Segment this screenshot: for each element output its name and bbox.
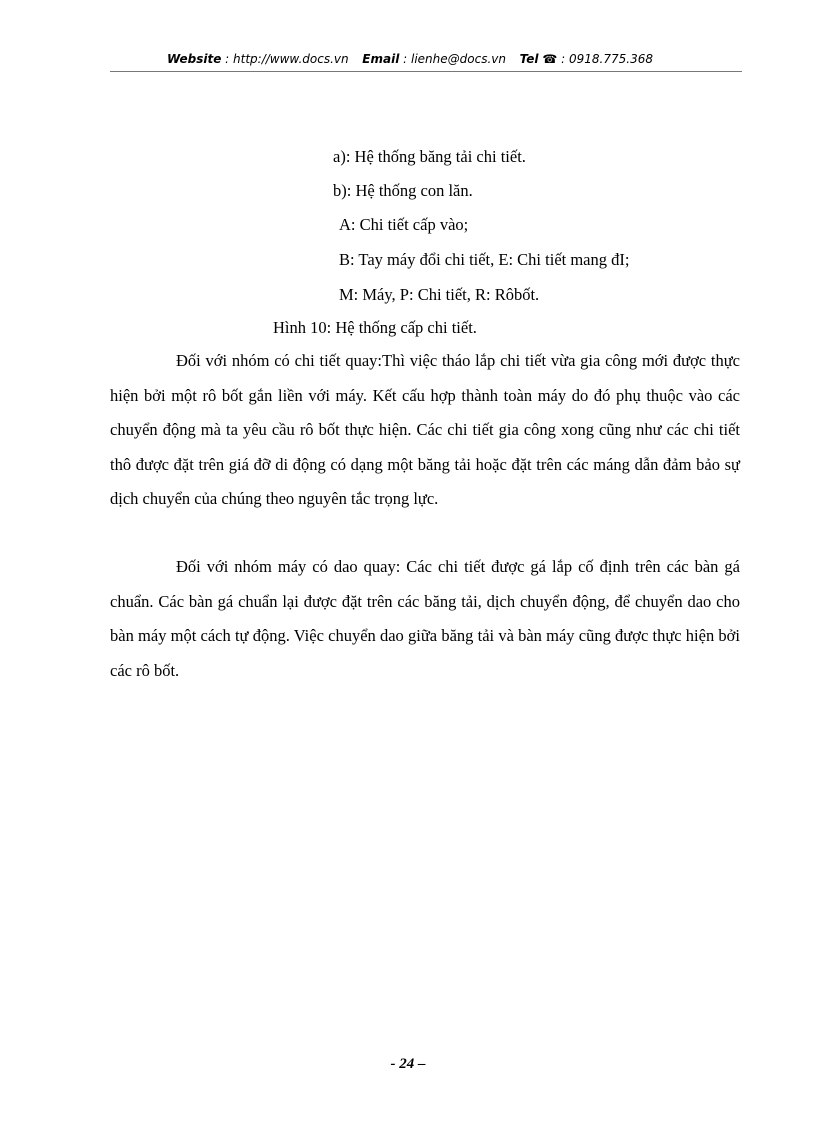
page-number: - 24 –	[390, 1056, 426, 1072]
email-value: : lienhe@docs.vn	[403, 52, 506, 66]
caption-line-a: a): Hệ thống băng tải chi tiết.	[333, 147, 526, 166]
website-label: Website	[167, 52, 222, 66]
body-paragraph-2	[110, 550, 740, 688]
telephone-icon: ☎	[542, 52, 558, 66]
page-header	[110, 52, 710, 66]
email-label: Email	[362, 52, 400, 66]
caption-line-b: b): Hệ thống con lăn.	[333, 181, 473, 200]
caption-line-legend-a: A: Chi tiết cấp vào;	[339, 215, 469, 234]
website-value: : http://www.docs.vn	[225, 52, 349, 66]
body-paragraph-1	[110, 344, 740, 517]
figure-title: Hình 10: Hệ thống cấp chi tiết.	[273, 318, 477, 337]
tel-label: Tel	[519, 52, 539, 66]
caption-line-legend-m-p-r: M: Máy, P: Chi tiết, R: Rôbốt.	[339, 285, 540, 304]
tel-value: : 0918.775.368	[561, 52, 653, 66]
caption-line-legend-b-e: B: Tay máy đổi chi tiết, E: Chi tiết mang đI;	[339, 250, 630, 269]
paragraph-1-text: Đối với nhóm có chi tiết quay:Thì việc tháo lắp chi tiết vừa gia công mới được thực hiện bởi một rô bốt gắn liền với máy. Kết cấu hợp thành toàn máy do đó phụ thuộc vào các chuyển động mà ta yêu cầu rô bốt thực hiện. Các chi tiết gia công xong cũng như các chi tiết thô được đặt trên giá đỡ di động có dạng một băng tải hoặc đặt trên các máng dẫn đảm bảo sự dịch chuyển của chúng theo nguyên tắc trọng lực.	[110, 351, 740, 508]
header-divider	[110, 71, 742, 72]
paragraph-2-text: Đối với nhóm máy có dao quay: Các chi tiết được gá lắp cố định trên các bàn gá chuẩn. Các bàn gá chuẩn lại được đặt trên các băng tải, dịch chuyển động, để chuyển dao cho bàn máy một cách tự động. Việc chuyển dao giữa băng tải và bàn máy cũng được thực hiện bởi các rô bốt.	[110, 557, 740, 680]
